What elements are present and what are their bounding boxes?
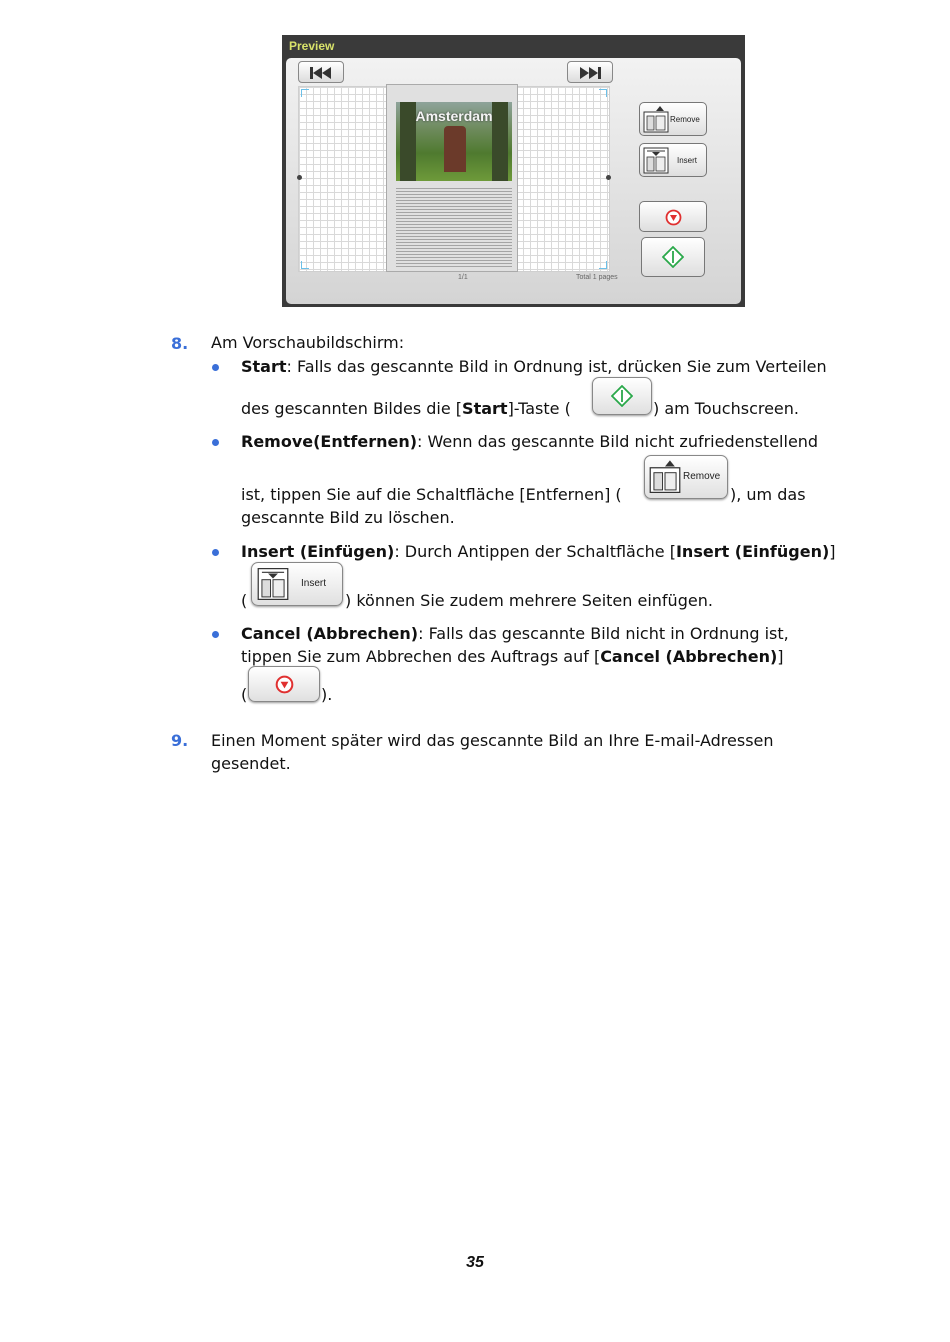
remove-icon <box>649 460 681 494</box>
remove-icon <box>643 106 669 133</box>
insert-label: Insert <box>677 156 698 165</box>
bullet <box>212 364 219 371</box>
insert-button[interactable] <box>639 143 707 177</box>
cancel-icon <box>275 675 294 694</box>
insert-line-2b: ) können Sie zudem mehrere Seiten einfügen. <box>345 591 713 610</box>
remove-line-3: gescannte Bild zu löschen. <box>241 508 455 527</box>
bullet <box>212 439 219 446</box>
step9-line-1: Einen Moment später wird das gescannte Bild an Ihre E-mail-Adressen <box>211 731 774 750</box>
total-pages: Total 1 pages <box>576 274 618 281</box>
crop-corner[interactable] <box>599 261 607 269</box>
start-button-inline <box>592 377 652 415</box>
step-intro: Am Vorschaubildschirm: <box>211 333 405 352</box>
start-line-1: Start: Falls das gescannte Bild in Ordnung ist, drücken Sie zum Verteilen <box>241 357 827 376</box>
step9-line-2: gesendet. <box>211 754 291 773</box>
insert-term: Insert (Einfügen) <box>241 542 395 561</box>
remove-button-inline <box>644 455 728 499</box>
step-number: 8. <box>171 334 189 353</box>
cancel-button[interactable] <box>639 201 707 232</box>
page-counter: 1/1 <box>458 274 468 281</box>
left-handle[interactable] <box>297 175 302 180</box>
bullet <box>212 549 219 556</box>
step-number: 9. <box>171 731 189 750</box>
start-term: Start <box>241 357 287 376</box>
cancel-line-3b: ). <box>321 685 333 704</box>
remove-term: Remove(Entfernen) <box>241 432 418 451</box>
insert-button-inline <box>251 562 343 606</box>
remove-line-2a: ist, tippen Sie auf die Schaltfläche [Entfernen] ( <box>241 485 622 504</box>
start-line-2a: des gescannten Bildes die [Start]-Taste ( <box>241 399 571 418</box>
remove-label: Remove <box>683 471 721 482</box>
start-icon <box>662 246 684 268</box>
remove-button[interactable] <box>639 102 707 136</box>
first-page-button[interactable] <box>298 61 344 83</box>
page-photo <box>396 102 512 181</box>
bullet <box>212 631 219 638</box>
photo-caption: Amsterdam <box>415 108 493 124</box>
start-icon <box>611 385 633 407</box>
start-line-2b: ) am Touchscreen. <box>653 399 799 418</box>
remove-line-1: Remove(Entfernen): Wenn das gescannte Bild nicht zufriedenstellend <box>241 432 819 451</box>
last-page-button[interactable] <box>567 61 613 83</box>
page-text-lines <box>396 188 512 268</box>
page-number: 35 <box>466 1254 484 1271</box>
cancel-line-2: tippen Sie zum Abbrechen des Auftrags auf [Cancel (Abbrechen)] <box>241 647 784 666</box>
cancel-line-1: Cancel (Abbrechen): Falls das gescannte Bild nicht in Ordnung ist, <box>241 624 789 643</box>
cancel-line-3a: ( <box>241 685 248 704</box>
preview-panel <box>286 58 741 304</box>
insert-icon <box>257 567 289 601</box>
crop-corner[interactable] <box>301 261 309 269</box>
cancel-term: Cancel (Abbrechen) <box>241 624 419 643</box>
right-handle[interactable] <box>606 175 611 180</box>
crop-corner[interactable] <box>599 89 607 97</box>
remove-line-2b: ), um das <box>730 485 806 504</box>
insert-line-2a: ( <box>241 591 248 610</box>
insert-line-1: Insert (Einfügen): Durch Antippen der Schaltfläche [Insert (Einfügen)] <box>241 542 836 561</box>
first-page-icon <box>308 66 334 80</box>
preview-screen <box>282 35 745 307</box>
insert-label: Insert <box>301 578 327 589</box>
crop-corner[interactable] <box>301 89 309 97</box>
cancel-button-inline <box>248 666 320 702</box>
remove-label: Remove <box>670 115 700 124</box>
insert-icon <box>643 147 669 174</box>
start-button[interactable] <box>641 237 705 277</box>
cancel-icon <box>665 209 682 226</box>
preview-title: Preview <box>289 39 335 53</box>
last-page-icon <box>577 66 603 80</box>
scanned-page-thumbnail <box>386 84 518 272</box>
